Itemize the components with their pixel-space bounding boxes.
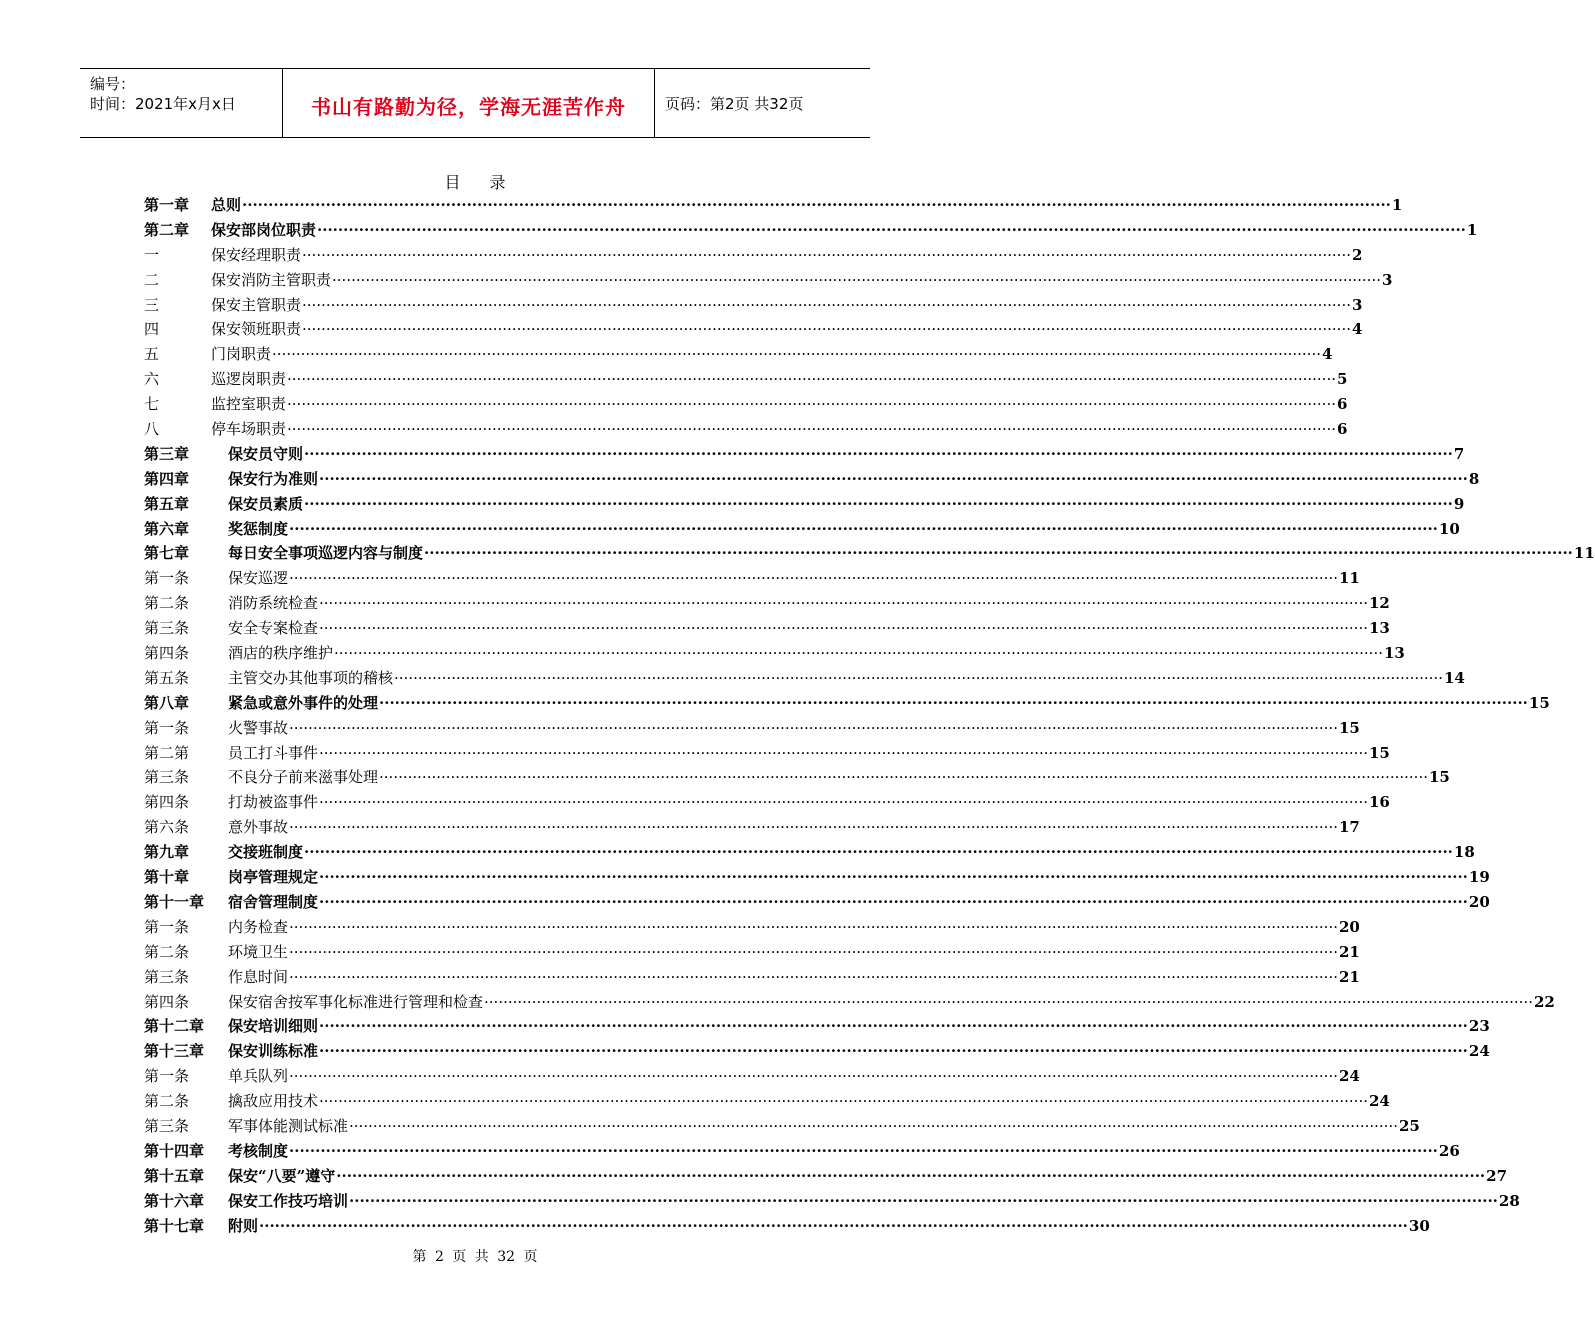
toc-entry-title: 安全专案检查 — [228, 619, 319, 638]
toc-entry-page: 21 — [1339, 942, 1360, 961]
toc-entry-title: 保安巡逻 — [228, 569, 289, 588]
toc-entry-number: 第六条 — [144, 818, 190, 837]
toc-entry-number: 六 — [144, 370, 160, 389]
toc-entry-title: 监控室职责 — [211, 395, 287, 414]
toc-section-entry[interactable] — [144, 1089, 1390, 1114]
toc-chapter-entry[interactable] — [144, 1189, 1520, 1214]
toc-section-entry[interactable] — [144, 790, 1390, 815]
toc-entry-number: 一 — [144, 245, 160, 264]
toc-entry-number: 第十章 — [144, 868, 190, 887]
toc-leader-dots: ···························································································································································································································· — [319, 594, 1368, 613]
toc-entry-title: 保安主管职责 — [211, 295, 302, 314]
toc-leader-dots: ···························································································································································································································· — [319, 469, 1468, 488]
toc-entry-page: 11 — [1339, 569, 1360, 588]
toc-entry-number: 五 — [144, 345, 160, 364]
toc-entry-title: 军事体能测试标准 — [228, 1116, 349, 1135]
toc-entry-number: 第三条 — [144, 768, 190, 787]
toc-chapter-entry[interactable] — [144, 467, 1480, 492]
toc-entry-number: 第十七章 — [144, 1216, 205, 1235]
toc-entry-number: 第三章 — [144, 444, 190, 463]
toc-entry-title: 保安消防主管职责 — [211, 270, 332, 289]
toc-entry-title: 门岗职责 — [211, 345, 272, 364]
toc-leader-dots: ···························································································································································································································· — [317, 220, 1466, 239]
toc-leader-dots: ···························································································································································································································· — [484, 992, 1533, 1011]
toc-leader-dots: ···························································································································································································································· — [289, 718, 1338, 737]
toc-entry-page: 23 — [1468, 1017, 1490, 1036]
toc-entry-number: 第二章 — [144, 220, 190, 239]
toc-leader-dots: ···························································································································································································································· — [319, 892, 1468, 911]
toc-leader-dots: ···························································································································································································································· — [302, 245, 1351, 264]
toc-entry-title: 保安工作技巧培训 — [228, 1191, 349, 1210]
toc-leader-dots: ···························································································································································································································· — [349, 1191, 1498, 1210]
toc-leader-dots: ···························································································································································································································· — [289, 917, 1338, 936]
toc-entry-page: 15 — [1339, 718, 1360, 737]
toc-leader-dots: ···························································································································································································································· — [319, 793, 1368, 812]
toc-leader-dots: ···························································································································································································································· — [336, 1166, 1486, 1185]
toc-leader-dots: ···························································································································································································································· — [287, 420, 1336, 439]
toc-leader-dots: ···························································································································································································································· — [319, 1042, 1468, 1061]
toc-entry-page: 20 — [1468, 892, 1490, 911]
toc-entry-title: 保安员素质 — [228, 494, 304, 513]
toc-entry-page: 30 — [1408, 1216, 1430, 1235]
header-page-info: 页码：第2页 共32页 — [665, 95, 804, 113]
toc-entry-number: 第八章 — [144, 693, 190, 712]
toc-entry-number: 七 — [144, 395, 160, 414]
toc-section-entry[interactable] — [144, 367, 1348, 392]
toc-entry-number: 第一章 — [144, 196, 190, 214]
toc-entry-page: 7 — [1453, 444, 1465, 463]
toc-entry-title: 不良分子前来滋事处理 — [228, 768, 379, 787]
toc-section-entry[interactable] — [144, 641, 1405, 666]
toc-entry-page: 27 — [1486, 1166, 1508, 1185]
toc-entry-page: 5 — [1337, 370, 1348, 389]
toc-entry-title: 考核制度 — [228, 1141, 289, 1160]
toc-entry-number: 第一条 — [144, 718, 190, 737]
toc-leader-dots: ···························································································································································································································· — [304, 843, 1453, 862]
toc-entry-number: 三 — [144, 295, 160, 314]
toc-entry-number: 第三条 — [144, 967, 190, 986]
toc-section-entry[interactable] — [144, 815, 1360, 840]
toc-chapter-entry[interactable] — [144, 193, 1403, 218]
toc-entry-title: 环境卫生 — [228, 942, 289, 961]
toc-leader-dots: ···························································································································································································································· — [334, 644, 1383, 663]
toc-chapter-entry[interactable] — [144, 840, 1475, 865]
toc-entry-page: 24 — [1339, 1067, 1360, 1086]
toc-entry-page: 15 — [1528, 693, 1550, 712]
toc-leader-dots: ···························································································································································································································· — [289, 967, 1338, 986]
toc-leader-dots: ···························································································································································································································· — [319, 868, 1468, 887]
toc-section-entry[interactable] — [144, 293, 1363, 318]
serial-label: 编号： — [90, 75, 136, 93]
header-motto-cell — [283, 69, 655, 137]
toc-entry-title: 每日安全事项巡逻内容与制度 — [228, 544, 424, 563]
toc-leader-dots: ···························································································································································································································· — [319, 743, 1368, 762]
toc-entry-page: 3 — [1352, 295, 1363, 314]
toc-entry-page: 15 — [1369, 743, 1390, 762]
toc-leader-dots: ···························································································································································································································· — [379, 768, 1428, 787]
toc-section-entry[interactable] — [144, 965, 1360, 990]
toc-leader-dots: ···························································································································································································································· — [319, 1092, 1368, 1111]
toc-section-entry[interactable] — [144, 666, 1465, 691]
toc-entry-title: 紧急或意外事件的处理 — [228, 693, 379, 712]
toc-entry-number: 第六章 — [144, 519, 190, 538]
toc-entry-number: 第四条 — [144, 644, 190, 663]
toc-entry-page: 13 — [1384, 644, 1405, 663]
toc-entry-title: 内务检查 — [228, 917, 289, 936]
toc-entry-title: 员工打斗事件 — [228, 743, 319, 762]
toc-entry-page: 2 — [1352, 245, 1363, 264]
toc-entry-number: 第一条 — [144, 917, 190, 936]
toc-leader-dots: ···························································································································································································································· — [289, 519, 1438, 538]
toc-chapter-entry[interactable] — [144, 1014, 1490, 1039]
toc-entry-number: 二 — [144, 270, 160, 289]
toc-entry-number: 第十六章 — [144, 1191, 205, 1210]
toc-chapter-entry[interactable] — [144, 218, 1478, 243]
toc-entry-page: 19 — [1468, 868, 1490, 887]
toc-section-entry[interactable] — [144, 1064, 1360, 1089]
toc-chapter-entry[interactable] — [144, 1164, 1508, 1189]
toc-entry-page: 12 — [1369, 594, 1390, 613]
toc-chapter-entry[interactable] — [144, 442, 1465, 467]
toc-leader-dots: ···························································································································································································································· — [289, 1067, 1338, 1086]
page-footer: 第 2 页 共 32 页 — [412, 1249, 538, 1265]
toc-entry-number: 第四条 — [144, 793, 190, 812]
toc-entry-title: 保安员守则 — [228, 444, 304, 463]
toc-entry-title: 宿舍管理制度 — [228, 892, 319, 911]
toc-chapter-entry[interactable] — [144, 541, 1595, 566]
toc-entry-number: 八 — [144, 420, 160, 439]
toc-section-entry[interactable] — [144, 591, 1390, 616]
toc-entry-title: 附则 — [228, 1216, 259, 1235]
toc-leader-dots: ···························································································································································································································· — [332, 270, 1381, 289]
toc-section-entry[interactable] — [144, 616, 1390, 641]
toc-entry-title: 岗亭管理规定 — [228, 868, 319, 887]
toc-entry-page: 6 — [1337, 395, 1348, 414]
toc-entry-page: 26 — [1438, 1141, 1460, 1160]
toc-leader-dots: ···························································································································································································································· — [289, 569, 1338, 588]
toc-chapter-entry[interactable] — [144, 890, 1490, 915]
toc-entry-title: 擒敌应用技术 — [228, 1092, 319, 1111]
toc-entry-page: 9 — [1453, 494, 1465, 513]
toc-chapter-entry[interactable] — [144, 1139, 1460, 1164]
toc-section-entry[interactable] — [144, 940, 1360, 965]
toc-leader-dots: ···························································································································································································································· — [287, 370, 1336, 389]
toc-section-entry[interactable] — [144, 990, 1555, 1015]
toc-entry-title: 巡逻岗职责 — [211, 370, 287, 389]
toc-entry-number: 第三条 — [144, 1116, 190, 1135]
toc-entry-page: 11 — [1573, 544, 1595, 563]
toc-entry-page: 17 — [1339, 818, 1360, 837]
toc-leader-dots: ···························································································································································································································· — [394, 668, 1443, 687]
toc-entry-page: 8 — [1468, 469, 1480, 488]
toc-entry-title: 火警事故 — [228, 718, 289, 737]
toc-entry-page: 4 — [1352, 320, 1363, 339]
toc-entry-number: 第十三章 — [144, 1042, 205, 1061]
toc-entry-number: 第五章 — [144, 494, 190, 513]
toc-leader-dots: ···························································································································································································································· — [319, 619, 1368, 638]
toc-entry-page: 24 — [1468, 1042, 1490, 1061]
toc-leader-dots: ···························································································································································································································· — [304, 444, 1453, 463]
header-page-cell — [655, 69, 870, 137]
toc-section-entry[interactable] — [144, 566, 1360, 591]
toc-chapter-entry[interactable] — [144, 492, 1465, 517]
table-of-contents — [144, 193, 1595, 1238]
toc-entry-page: 13 — [1369, 619, 1390, 638]
toc-entry-number: 第三条 — [144, 619, 190, 638]
toc-entry-page: 14 — [1444, 668, 1465, 687]
toc-entry-number: 第九章 — [144, 843, 190, 862]
toc-entry-page: 10 — [1438, 519, 1460, 538]
toc-entry-number: 第一条 — [144, 569, 190, 588]
toc-entry-page: 21 — [1339, 967, 1360, 986]
toc-entry-title: 保安领班职责 — [211, 320, 302, 339]
date-label: 时间：2021年x月x日 — [90, 95, 236, 113]
toc-entry-page: 28 — [1498, 1191, 1520, 1210]
toc-section-entry[interactable] — [144, 716, 1360, 741]
toc-entry-title: 打劫被盗事件 — [228, 793, 319, 812]
toc-entry-number: 第十五章 — [144, 1166, 205, 1185]
toc-entry-title: 保安培训细则 — [228, 1017, 319, 1036]
toc-chapter-entry[interactable] — [144, 691, 1550, 716]
document-header — [80, 68, 870, 138]
toc-entry-number: 第四章 — [144, 469, 190, 488]
toc-entry-title: 意外事故 — [228, 818, 289, 837]
toc-entry-title: 奖惩制度 — [228, 519, 289, 538]
toc-entry-title: 保安经理职责 — [211, 245, 302, 264]
toc-entry-number: 第二条 — [144, 1092, 190, 1111]
toc-section-entry[interactable] — [144, 392, 1348, 417]
toc-entry-page: 1 — [1466, 220, 1478, 239]
toc-leader-dots: ···························································································································································································································· — [302, 295, 1351, 314]
toc-leader-dots: ···························································································································································································································· — [289, 818, 1338, 837]
toc-entry-title: 保安行为准则 — [228, 469, 319, 488]
toc-entry-title: 保安训练标准 — [228, 1042, 319, 1061]
toc-leader-dots: ···························································································································································································································· — [289, 1141, 1438, 1160]
toc-entry-title: 总则 — [211, 196, 242, 214]
toc-entry-page: 15 — [1429, 768, 1450, 787]
toc-entry-number: 第七章 — [144, 544, 190, 563]
header-meta-cell — [80, 69, 283, 137]
toc-entry-page: 3 — [1382, 270, 1393, 289]
toc-leader-dots: ···························································································································································································································· — [302, 320, 1351, 339]
toc-entry-number: 第一条 — [144, 1067, 190, 1086]
toc-section-entry[interactable] — [144, 317, 1363, 342]
motto-text: 书山有路勤为径，学海无涯苦作舟 — [311, 95, 626, 119]
toc-leader-dots: ···························································································································································································································· — [379, 693, 1528, 712]
toc-entry-page: 22 — [1534, 992, 1555, 1011]
toc-chapter-entry[interactable] — [144, 1214, 1430, 1239]
toc-entry-title: 交接班制度 — [228, 843, 304, 862]
toc-entry-page: 1 — [1391, 196, 1403, 214]
toc-section-entry[interactable] — [144, 915, 1360, 940]
toc-entry-title: 保安宿舍按军事化标准进行管理和检查 — [228, 992, 484, 1011]
toc-entry-title: 停车场职责 — [211, 420, 287, 439]
toc-chapter-entry[interactable] — [144, 1039, 1490, 1064]
toc-title: 目 录 — [444, 173, 506, 192]
toc-section-entry[interactable] — [144, 342, 1333, 367]
toc-entry-number: 第二条 — [144, 594, 190, 613]
toc-leader-dots: ···························································································································································································································· — [242, 196, 1391, 214]
toc-section-entry[interactable] — [144, 741, 1390, 766]
toc-entry-title: 酒店的秩序维护 — [228, 644, 334, 663]
toc-entry-number: 第五条 — [144, 668, 190, 687]
toc-leader-dots: ···························································································································································································································· — [289, 942, 1338, 961]
toc-leader-dots: ···························································································································································································································· — [349, 1116, 1398, 1135]
toc-section-entry[interactable] — [144, 1114, 1420, 1139]
toc-entry-page: 25 — [1399, 1116, 1420, 1135]
toc-entry-number: 第二条 — [144, 942, 190, 961]
toc-leader-dots: ···························································································································································································································· — [272, 345, 1321, 364]
toc-section-entry[interactable] — [144, 268, 1393, 293]
toc-entry-title: 消防系统检查 — [228, 594, 319, 613]
toc-leader-dots: ···························································································································································································································· — [304, 494, 1453, 513]
toc-entry-number: 第十一章 — [144, 892, 205, 911]
toc-leader-dots: ···························································································································································································································· — [319, 1017, 1468, 1036]
toc-entry-number: 第四条 — [144, 992, 190, 1011]
toc-entry-number: 四 — [144, 320, 160, 339]
toc-entry-number: 第二第 — [144, 743, 190, 762]
toc-leader-dots: ···························································································································································································································· — [424, 544, 1573, 563]
toc-entry-number: 第十二章 — [144, 1017, 205, 1036]
toc-section-entry[interactable] — [144, 765, 1450, 790]
toc-section-entry[interactable] — [144, 243, 1363, 268]
toc-chapter-entry[interactable] — [144, 865, 1490, 890]
toc-entry-title: 单兵队列 — [228, 1067, 289, 1086]
toc-entry-page: 16 — [1369, 793, 1390, 812]
toc-entry-page: 6 — [1337, 420, 1348, 439]
toc-chapter-entry[interactable] — [144, 517, 1460, 542]
toc-entry-page: 20 — [1339, 917, 1360, 936]
toc-leader-dots: ···························································································································································································································· — [259, 1216, 1408, 1235]
toc-entry-page: 24 — [1369, 1092, 1390, 1111]
toc-entry-title: 作息时间 — [228, 967, 289, 986]
toc-entry-page: 4 — [1322, 345, 1333, 364]
toc-entry-number: 第十四章 — [144, 1141, 205, 1160]
toc-leader-dots: ···························································································································································································································· — [287, 395, 1336, 414]
toc-section-entry[interactable] — [144, 417, 1348, 442]
toc-entry-title: 主管交办其他事项的稽核 — [228, 668, 394, 687]
toc-entry-title: 保安部岗位职责 — [211, 220, 317, 239]
toc-entry-page: 18 — [1453, 843, 1475, 862]
toc-entry-title: 保安“八要”遵守 — [228, 1166, 336, 1185]
